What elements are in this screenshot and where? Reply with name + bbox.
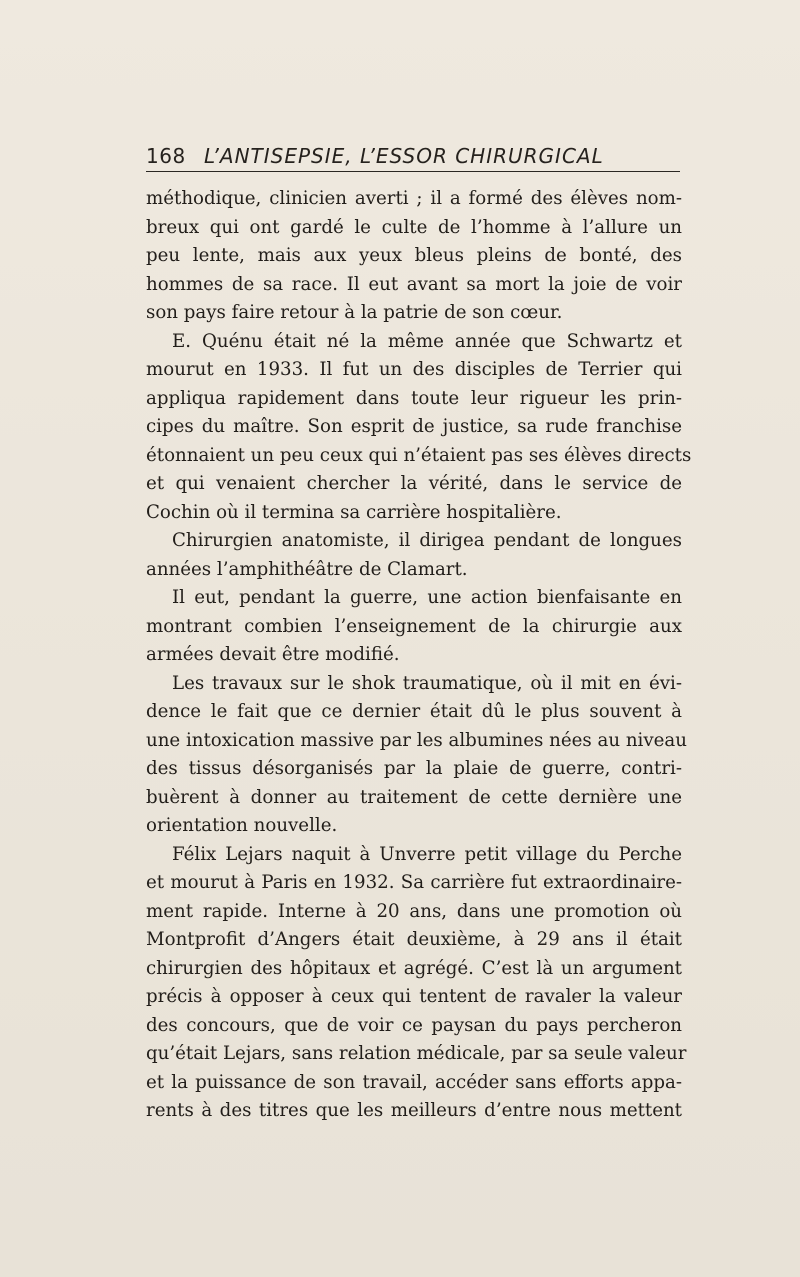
running-title: L’ANTISEPSIE, L’ESSOR CHIRURGICAL	[204, 144, 604, 168]
text-line: buèrent à donner au traitement de cette dernière une	[146, 786, 682, 808]
text-line: appliqua rapidement dans toute leur rigueur les prin-	[146, 387, 682, 409]
text-line: années l’amphithéâtre de Clamart.	[146, 558, 468, 580]
text-line: méthodique, clinicien averti ; il a formé des élèves nom-	[146, 188, 682, 209]
header-rule	[146, 171, 680, 172]
text-line: précis à opposer à ceux qui tentent de ravaler la valeur	[146, 986, 682, 1007]
text-line: montrant combien l’enseignement de la chirurgie aux	[146, 615, 682, 637]
page-header	[146, 144, 680, 174]
text-line: Chirurgien anatomiste, il dirigea pendant de longues	[172, 530, 682, 551]
text-line: Montprofit d’Angers était deuxième, à 29 ans il était	[146, 929, 682, 950]
text-line: une intoxication massive par les albumines nées au niveau	[146, 729, 687, 751]
text-line: qu’était Lejars, sans relation médicale, par sa seule valeur	[146, 1043, 687, 1064]
text-line: étonnaient un peu ceux qui n’étaient pas ses élèves directs	[146, 444, 692, 466]
text-line: hommes de sa race. Il eut avant sa mort la joie de voir	[146, 273, 682, 295]
text-line: Il eut, pendant la guerre, une action bienfaisante en	[172, 587, 682, 608]
body-text	[146, 185, 692, 1126]
text-line: orientation nouvelle.	[146, 815, 338, 836]
text-line: cipes du maître. Son esprit de justice, sa rude franchise	[146, 416, 682, 437]
text-line: Félix Lejars naquit à Unverre petit village du Perche	[172, 843, 682, 865]
text-line: des concours, que de voir ce paysan du pays percheron	[146, 1014, 682, 1036]
text-line: chirurgien des hôpitaux et agrégé. C’est là un argument	[146, 957, 682, 979]
text-line: armées devait être modifié.	[146, 644, 400, 665]
text-line: breux qui ont gardé le culte de l’homme à l’allure un	[146, 216, 682, 238]
page-number: 168	[146, 144, 186, 168]
text-line: et mourut à Paris en 1932. Sa carrière fut extraordinaire-	[146, 872, 682, 893]
text-line: son pays faire retour à la patrie de son cœur.	[146, 302, 563, 323]
text-line: peu lente, mais aux yeux bleus pleins de bonté, des	[146, 245, 682, 266]
text-line: et la puissance de son travail, accéder sans efforts appa-	[146, 1071, 682, 1093]
text-line: E. Quénu était né la même année que Schwartz et	[172, 330, 682, 352]
text-line: des tissus désorganisés par la plaie de guerre, contri-	[146, 758, 682, 779]
text-line: et qui venaient chercher la vérité, dans le service de	[146, 473, 682, 494]
text-line: rents à des titres que les meilleurs d’entre nous mettent	[146, 1100, 682, 1121]
text-line: ment rapide. Interne à 20 ans, dans une promotion où	[146, 900, 682, 922]
text-line: dence le fait que ce dernier était dû le plus souvent à	[146, 701, 682, 722]
text-line: Cochin où il termina sa carrière hospitalière.	[146, 501, 562, 523]
text-line: mourut en 1933. Il fut un des disciples de Terrier qui	[146, 359, 682, 380]
text-line: Les travaux sur le shok traumatique, où il mit en évi-	[172, 672, 682, 694]
